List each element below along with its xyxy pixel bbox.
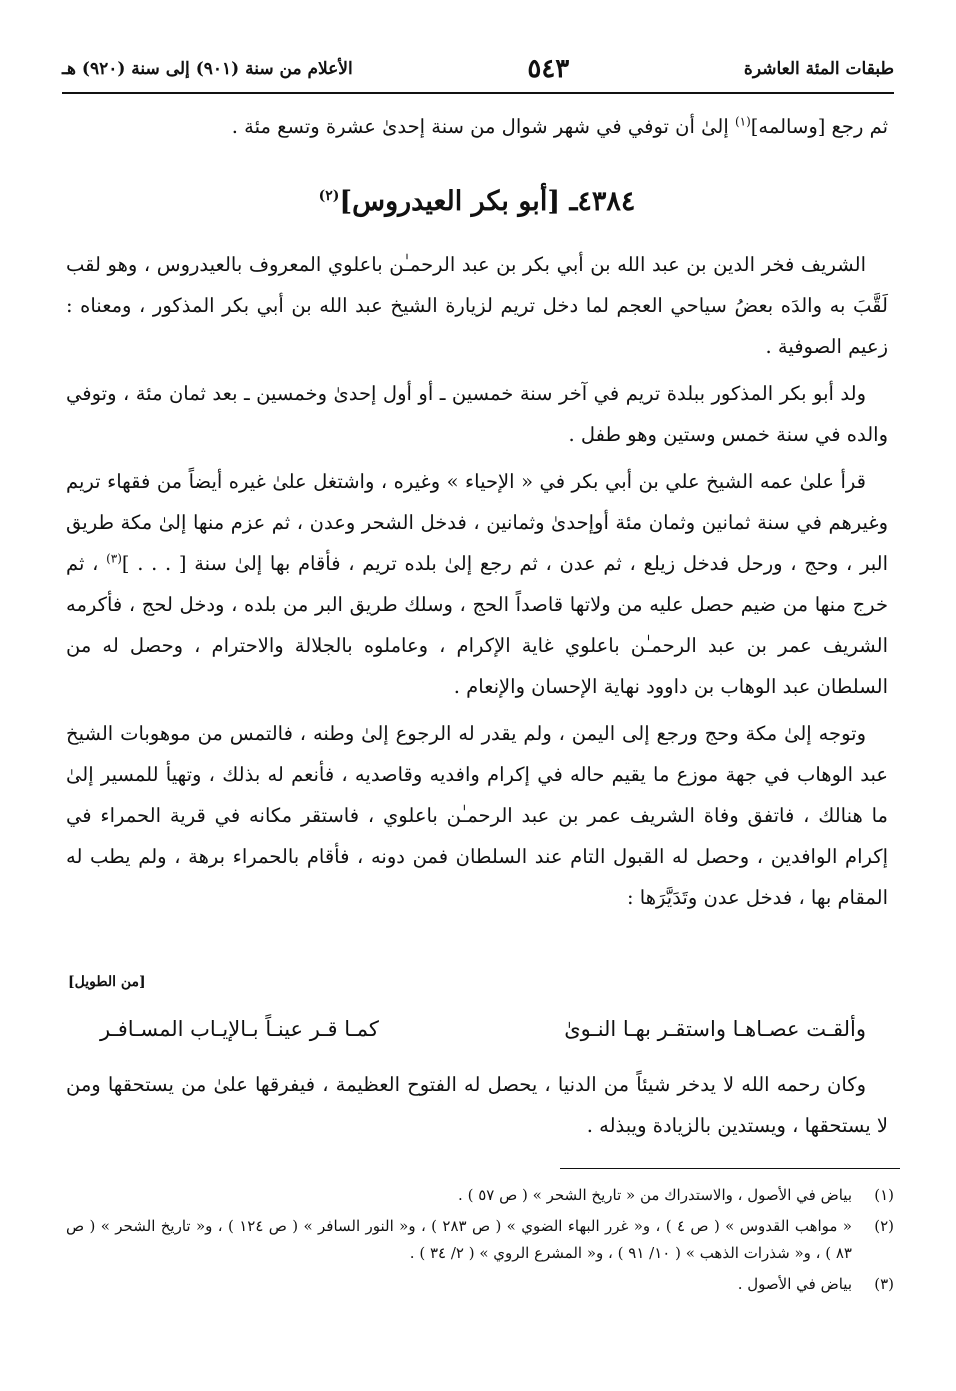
- intro-text-after: إلىٰ أن توفي في شهر شوال من سنة إحدىٰ عشرة وتسع مئة .: [231, 115, 735, 138]
- main-text: [66, 244, 888, 918]
- footnotes: [66, 1182, 894, 1302]
- paragraph-5: وكان رحمه الله لا يدخر شيئاً من الدنيا ، يحصل له الفتوح العظيمة ، فيفرقها علىٰ من يستحقها ومن لا يستحقها ، ويستدين بالزيادة ويبذله .: [66, 1073, 888, 1137]
- paragraph-4: وتوجه إلىٰ مكة وحج ورجع إلى اليمن ، ولم يقدر له الرجوع إلىٰ وطنه ، فالتمس من موهوبات الشيخ عبد الوهاب في جهة موزع ما يقيم حاله في إكرام وافديه وقاصديه ، فأنعم له بذلك ، وتهيأ للمسير إلىٰ ما هنالك ، فاتفق وفاة الشريف عمر بن عبد الرحمـٰن باعلوي ، فاستقر مكانه في قرية الحمراء في إكرام الوافدين ، وحصل له القبول التام عند السلطان فمن دونه ، فأقام بالحمراء برهة ، ولم يطب له المقام بها ، فدخل عدن وتَدَيَّرَها :: [66, 722, 888, 909]
- intro-text-before: ثم رجع [وسالمه]: [750, 115, 888, 138]
- paragraph-3: [66, 461, 888, 707]
- poetry-verse: [100, 1008, 866, 1050]
- running-header: [62, 52, 894, 86]
- paragraph-3-before: قرأ علىٰ عمه الشيخ علي بن أبي بكر في « الإحياء » وغيره ، واشتغل علىٰ غيره أيضاً من فقهاء تريم وغيرهم في سنة ثمانين وثمان مئة أوإحدىٰ وثمانين ، فدخل الشحر وعدن ، ثم عزم منها إلىٰ مكة طريق البر ، وحج ، ورحل فدخل زيلع ، ثم عدن ، ثم رجع إلىٰ بلده تريم ، فأقام بها إلىٰ سنة [ . . . ]: [66, 470, 888, 575]
- footnote-divider: [560, 1168, 900, 1169]
- entry-title: [66, 186, 888, 217]
- footnote-text: « مواهب القدوس » ( ص ٤ ) ، و« غرر البهاء الضوي » ( ص ٢٨٣ ) ، و« النور السافر » ( ص ١٢٤ ) ، و« تاريخ الشحر » ( ص ٨٣ ) ، و« شذرات الذهب » ( ١٠/ ٩١ ) ، و« المشرع الروي » ( ٢/ ٣٤ ) .: [66, 1217, 852, 1262]
- footnote-number: (١): [874, 1186, 894, 1204]
- verse-meter-label: [من الطويل]: [68, 974, 146, 990]
- header-section-title: الأعلام من سنة (٩٠١) إلى سنة (٩٢٠) هـ: [62, 59, 353, 79]
- verse-first-hemistich: وألقـت عصـاهـا واستقـر بهـا النـوىٰ: [564, 1017, 866, 1041]
- intro-paragraph: [66, 106, 888, 147]
- page-number: ٥٤٣: [527, 54, 570, 84]
- footnote-ref-3: (٣): [106, 551, 122, 566]
- entry-title-text: ٤٣٨٤ـ [أبو بكر العيدروس]: [339, 186, 636, 217]
- footnote-number: (٣): [874, 1275, 894, 1293]
- footnote-item: [66, 1182, 894, 1209]
- footnote-number: (٢): [874, 1217, 894, 1235]
- verse-second-hemistich: كمـا قـر عينـاً بـالإيـاب المسـافـر: [100, 1017, 379, 1041]
- paragraph-3-after: ، ثم خرج منها من ضيم حصل عليه من ولاتها قاصداً الحج ، وسلك طريق البر من بلده ، ودخل لحج ، فأكرمه الشريف عمر بن عبد الرحمـٰن باعلوي غاية الإكرام ، وعاملوه بالجلالة والاحترام ، وحصل له من السلطان عبد الوهاب بن داوود نهاية الإحسان والإنعام .: [66, 552, 888, 698]
- footnote-item: [66, 1213, 894, 1267]
- header-book-title: طبقات المئة العاشرة: [743, 59, 894, 79]
- header-divider: [62, 92, 894, 94]
- footnote-text: بياض في الأصول .: [737, 1275, 852, 1293]
- footnote-item: [66, 1271, 894, 1298]
- paragraph-2: ولد أبو بكر المذكور ببلدة تريم في آخر سنة خمسين ـ أو أول إحدىٰ وخمسين ـ بعد ثمان مئة ، وتوفي والده في سنة خمس وستين وهو طفل .: [66, 382, 888, 446]
- footnote-text: بياض في الأصول ، والاستدراك من « تاريخ الشحر » ( ص ٥٧ ) .: [458, 1186, 852, 1204]
- footnote-ref-2: (٢): [318, 188, 340, 204]
- closing-text: [66, 1064, 888, 1146]
- footnote-ref-1: (١): [734, 114, 751, 129]
- paragraph-1: الشريف فخر الدين بن عبد الله بن أبي بكر بن عبد الرحمـٰن باعلوي المعروف بالعيدروس ، وهو لقب لَقَّبَ به والدَه بعضُ سياحي العجم لما دخل تريم لزيارة الشيخ عبد الله بن أبي بكر المذكور ، ومعناه : زعيم الصوفية .: [66, 253, 888, 358]
